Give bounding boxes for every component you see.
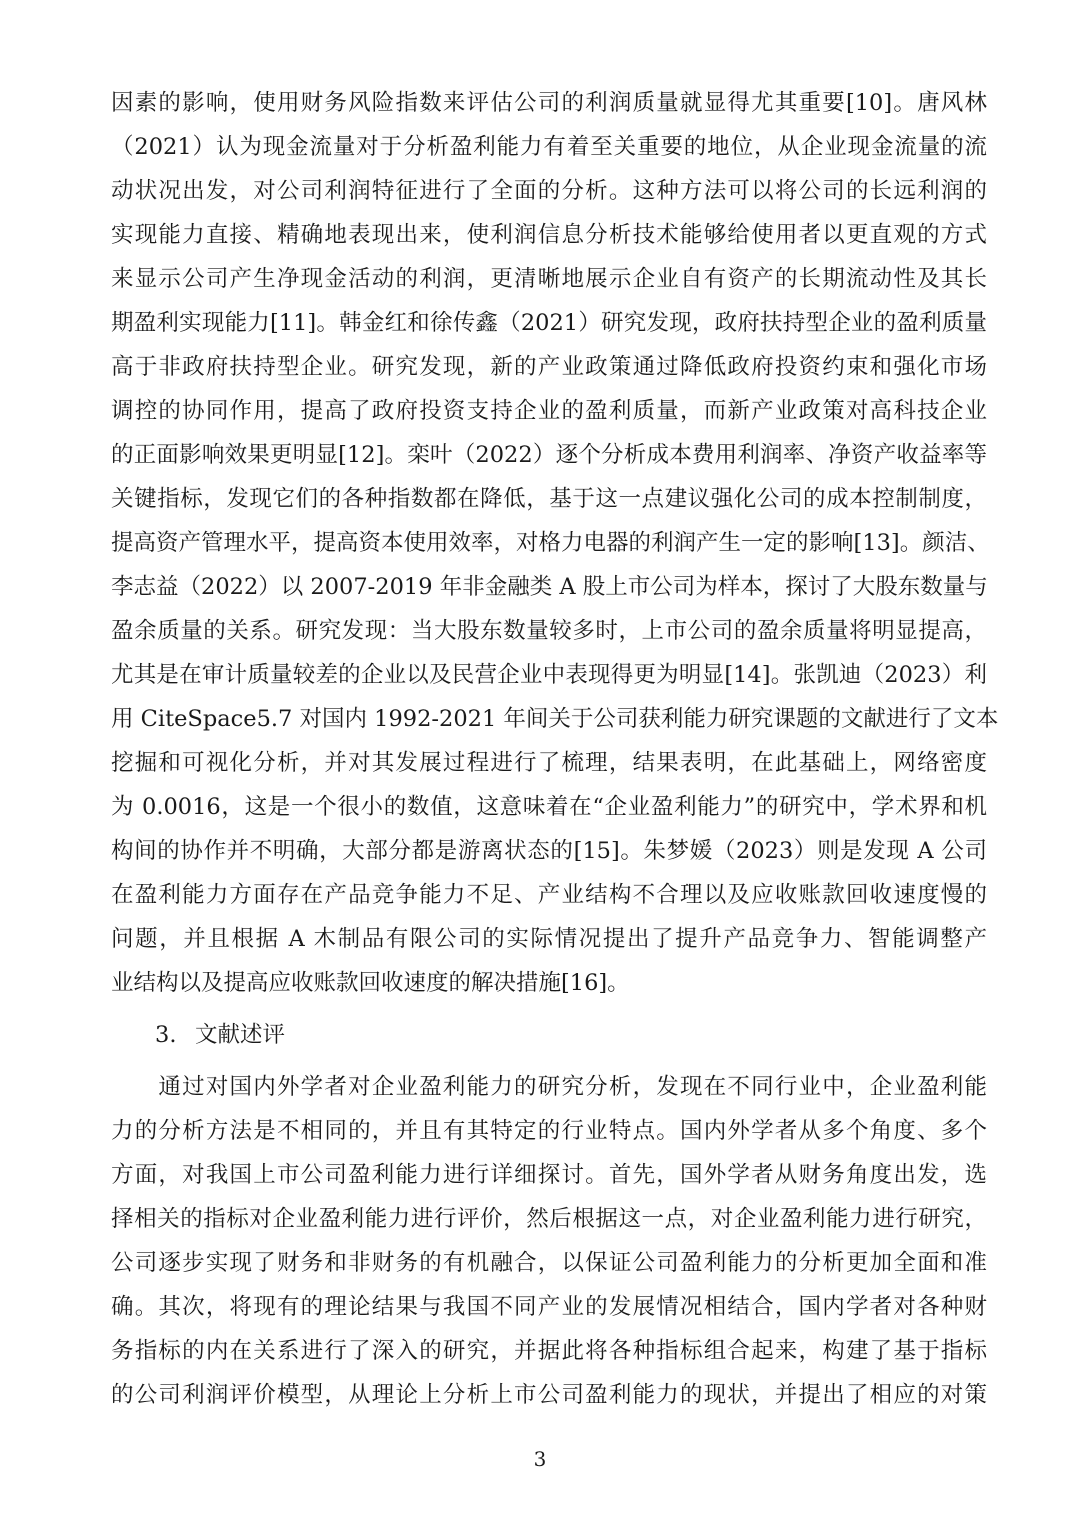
- text-line: 因素的影响，使用财务风险指数来评估公司的利润质量就显得尤其重要[10]。唐风林: [111, 90, 987, 116]
- text-line: 的公司利润评价模型，从理论上分析上市公司盈利能力的现状，并提出了相应的对策: [111, 1382, 987, 1408]
- text-line: 为 0.0016，这是一个很小的数值，这意味着在“企业盈利能力”的研究中，学术界和机: [111, 794, 987, 820]
- text-line: 公司逐步实现了财务和非财务的有机融合，以保证公司盈利能力的分析更加全面和准: [111, 1250, 987, 1276]
- text-line: 李志益（2022）以 2007-2019 年非金融类 A 股上市公司为样本，探讨了大股东数量与: [111, 574, 988, 600]
- text-line: 务指标的内在关系进行了深入的研究，并据此将各种指标组合起来，构建了基于指标: [111, 1338, 987, 1364]
- text-line: 动状况出发，对公司利润特征进行了全面的分析。这种方法可以将公司的长远利润的: [111, 178, 987, 204]
- text-line: 调控的协同作用，提高了政府投资支持企业的盈利质量，而新产业政策对高科技企业: [111, 398, 987, 424]
- text-line: 盈余质量的关系。研究发现：当大股东数量较多时，上市公司的盈余质量将明显提高，: [111, 618, 987, 644]
- text-line: 提高资产管理水平，提高资本使用效率，对格力电器的利润产生一定的影响[13]。颜洁、: [111, 530, 990, 556]
- section-number: 3.: [155, 1022, 177, 1048]
- text-line: 业结构以及提高应收账款回收速度的解决措施[16]。: [111, 970, 630, 996]
- text-line: 在盈利能力方面存在产品竞争能力不足、产业结构不合理以及应收账款回收速度慢的: [111, 882, 987, 908]
- text-line: 确。其次，将现有的理论结果与我国不同产业的发展情况相结合，国内学者对各种财: [111, 1294, 987, 1320]
- text-line: 关键指标，发现它们的各种指数都在降低，基于这一点建议强化公司的成本控制制度，: [111, 486, 987, 512]
- text-line: 择相关的指标对企业盈利能力进行评价，然后根据这一点，对企业盈利能力进行研究，: [111, 1206, 987, 1232]
- text-line: 通过对国内外学者对企业盈利能力的研究分析，发现在不同行业中，企业盈利能: [111, 1074, 987, 1100]
- text-line: （2021）认为现金流量对于分析盈利能力有着至关重要的地位，从企业现金流量的流: [111, 134, 987, 160]
- section-title: 文献述评: [195, 1022, 286, 1048]
- text-line: 方面，对我国上市公司盈利能力进行详细探讨。首先，国外学者从财务角度出发，选: [111, 1162, 987, 1188]
- section-heading: [155, 1020, 285, 1050]
- text-line: 力的分析方法是不相同的，并且有其特定的行业特点。国内外学者从多个角度、多个: [111, 1118, 987, 1144]
- text-line: 实现能力直接、精确地表现出来，使利润信息分析技术能够给使用者以更直观的方式: [111, 222, 987, 248]
- text-line: 高于非政府扶持型企业。研究发现，新的产业政策通过降低政府投资约束和强化市场: [111, 354, 987, 380]
- text-line: 构间的协作并不明确，大部分都是游离状态的[15]。朱梦媛（2023）则是发现 A 公司: [111, 838, 987, 864]
- text-line: 来显示公司产生净现金活动的利润，更清晰地展示企业自有资产的长期流动性及其长: [111, 266, 987, 292]
- text-line: 的正面影响效果更明显[12]。栾叶（2022）逐个分析成本费用利润率、净资产收益率等: [111, 442, 987, 468]
- text-line: 尤其是在审计质量较差的企业以及民营企业中表现得更为明显[14]。张凯迪（2023）利: [111, 662, 987, 688]
- text-line: 期盈利实现能力[11]。韩金红和徐传鑫（2021）研究发现，政府扶持型企业的盈利质量: [111, 310, 987, 336]
- text-line: 用 CiteSpace5.7 对国内 1992-2021 年间关于公司获利能力研究课题的文献进行了文本: [111, 706, 999, 732]
- text-line: 问题，并且根据 A 木制品有限公司的实际情况提出了提升产品竞争力、智能调整产: [111, 926, 987, 952]
- page-number: 3: [533, 1447, 547, 1471]
- text-line: 挖掘和可视化分析，并对其发展过程进行了梳理，结果表明，在此基础上，网络密度: [111, 750, 987, 776]
